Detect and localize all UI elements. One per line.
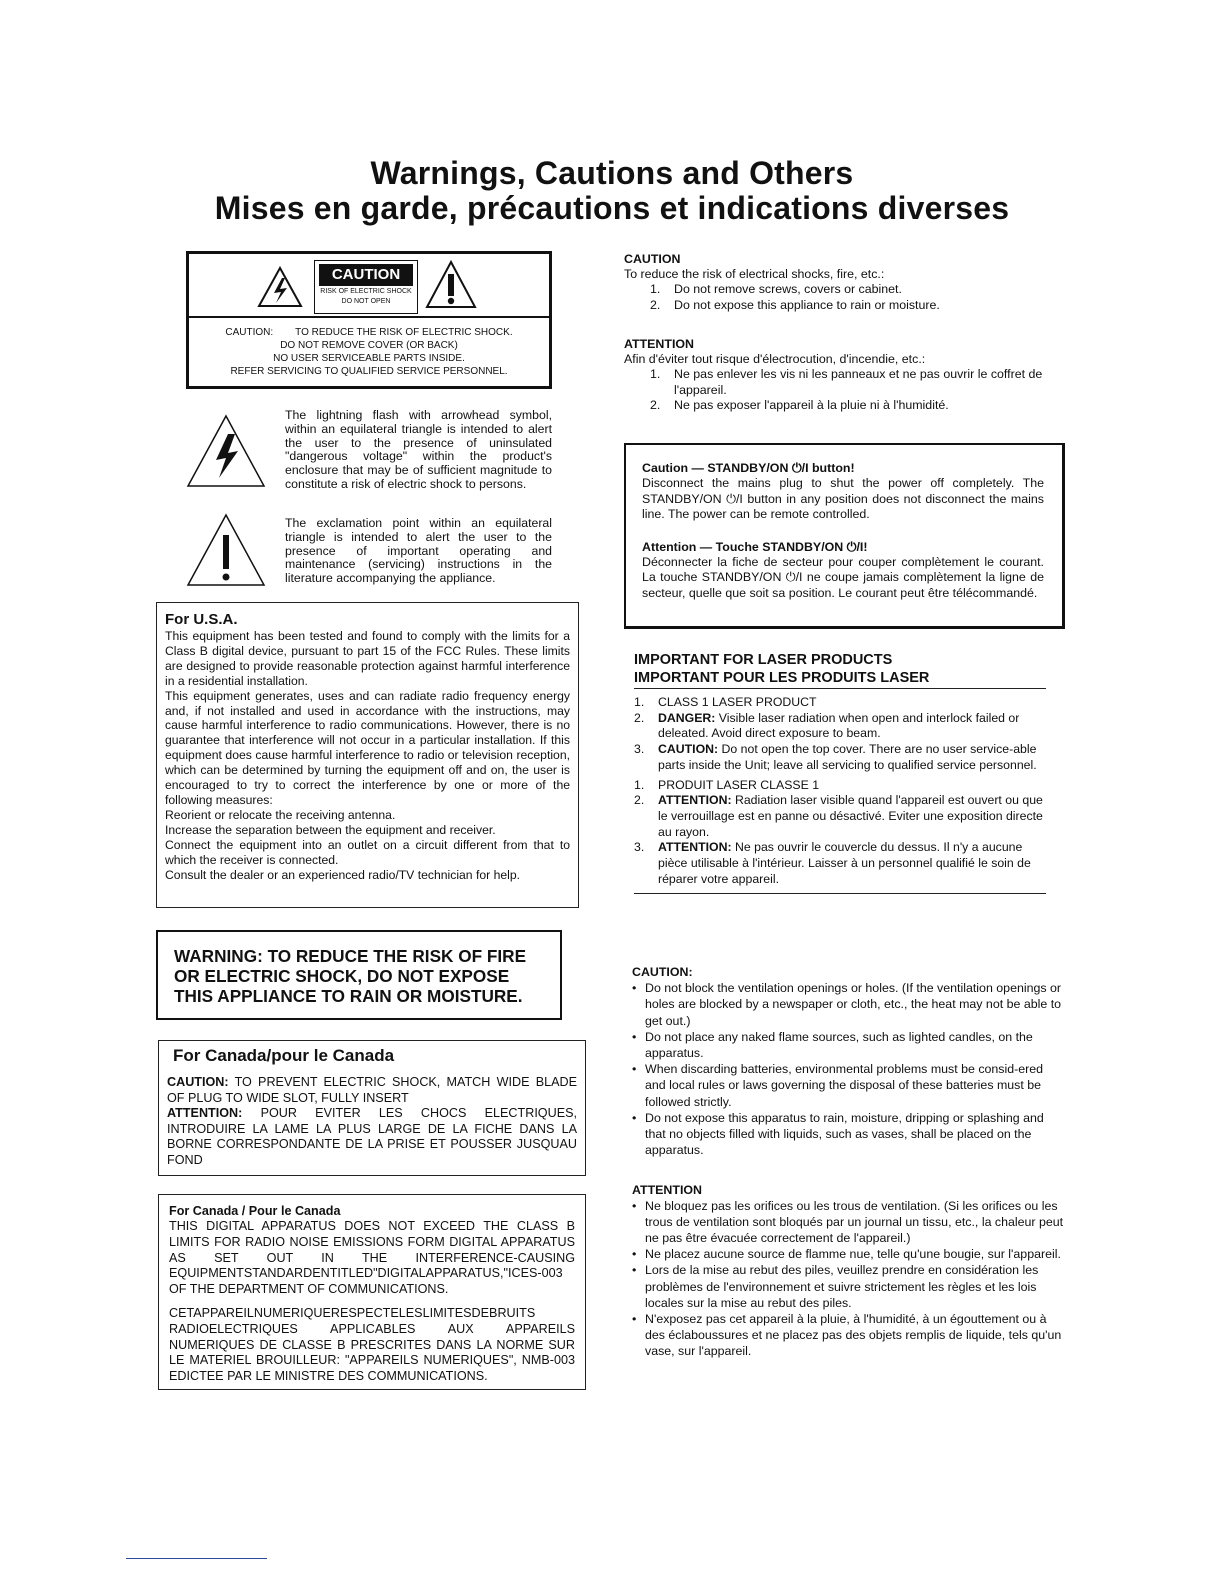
title-french: Mises en garde, précautions et indications diverses: [214, 190, 1010, 226]
warning-text: WARNING: TO REDUCE THE RISK OF FIRE OR ELECTRIC SHOCK, DO NOT EXPOSE THIS APPLIANCE TO RAIN OR MOISTURE.: [174, 946, 527, 1006]
ventilation-attention-section: [632, 1182, 1064, 1359]
ventilation-attention-heading: ATTENTION: [632, 1183, 702, 1197]
usa-measure-1: Reorient or relocate the receiving antenna.: [165, 807, 396, 822]
laser-en-item: 2. DANGER: Visible laser radiation when open and interlock failed or deleated. Avoid direct exposure to beam.: [634, 710, 1020, 741]
ventilation-caution-section: [632, 964, 1062, 1158]
usa-section: [156, 602, 579, 908]
canada-emissions-heading: For Canada / Pour le Canada: [169, 1204, 341, 1218]
attention-fr-item: 1. Ne pas enlever les vis ni les panneaux et ne pas ouvrir le coffret de l'appareil.: [650, 367, 1043, 397]
lightning-symbol-icon: [186, 414, 266, 488]
canada-caution-lead: CAUTION:: [167, 1075, 229, 1089]
caution-label-line1: TO REDUCE THE RISK OF ELECTRIC SHOCK.: [295, 327, 513, 338]
warning-box: [156, 930, 562, 1020]
caution-en-intro: To reduce the risk of electrical shocks, fire, etc.:: [624, 267, 885, 282]
caution-label: [186, 251, 552, 389]
caution-en-heading: CAUTION: [624, 252, 681, 266]
exclamation-symbol-icon: [186, 513, 266, 587]
exclamation-description: The exclamation point within an equilateral triangle is intended to alert the user to the presence of important operating and maintenance (servicing) instructions in the literature accompanying the appliance.: [285, 516, 552, 586]
usa-measure-3: Connect the equipment into an outlet on a circuit different from that to which the receiver is connected.: [165, 837, 570, 867]
standby-en-heading: Caution — STANDBY/ON ⏻/I button!: [642, 461, 855, 475]
ventilation-caution-item: • Do not place any naked flame sources, such as lighted candles, on the apparatus.: [632, 1029, 1062, 1061]
ventilation-attention-item: • Ne placez aucune source de flamme nue, telle qu'une bougie, sur l'appareil.: [632, 1246, 1064, 1262]
canada-emissions-section: [158, 1194, 586, 1390]
laser-en-item: 1. CLASS 1 LASER PRODUCT: [634, 695, 817, 709]
caution-en-section: [624, 252, 1064, 313]
caution-badge-sub1: RISK OF ELECTRIC SHOCK: [320, 288, 412, 295]
canada-attention-text: POUR EVITER LES CHOCS ELECTRIQUES, INTRODUIRE LA LAME LA PLUS LARGE DE LA FICHE DANS LA BORNE CORRESPONDANTE DE LA PRISE ET POUSSER JUSQUAU FOND: [167, 1106, 578, 1167]
usa-paragraph-2: This equipment generates, uses and can radiate radio frequency energy and, if not installed and used in accordance with the instructions, may cause harmful interference to radio communications. However, there is no guarantee that interference will not occur in a particular installation. If this equipment does cause harmful interference to radio or television reception, which can be determined by turning the equipment off and on, the user is encouraged to try to correct the interference by one or more of the following measures:: [165, 688, 570, 807]
canada-plug-section: [158, 1040, 586, 1176]
laser-en-item: 3. CAUTION: Do not open the top cover. There are no user service-able parts inside the Unit; leave all servicing to qualified service personnel.: [634, 742, 1037, 772]
standby-fr-heading: Attention — Touche STANDBY/ON ⏻/I!: [642, 539, 868, 554]
standby-en-text: Disconnect the mains plug to shut the power off completely. The STANDBY/ON ⏻/I button in any position does not disconnect the mains line. The power can be remote controlled.: [642, 476, 1044, 522]
canada-emissions-fr: CETAPPAREILNUMERIQUERESPECTELESLIMITESDEBRUITS RADIOELECTRIQUES APPLICABLES AUX APPAREILS NUMERIQUES DE CLASSE B PRESCRITES DANS LA NORME SUR LE MATERIEL BROUILLEUR: "APPAREILS NUMERIQUES", NMB-003 EDICTEE PAR LE MINISTRE DES COMMUNICATIONS.: [169, 1305, 575, 1384]
caution-en-item: 2. Do not expose this appliance to rain or moisture.: [650, 297, 940, 312]
attention-fr-item: 2. Ne pas exposer l'appareil à la pluie ni à l'humidité.: [650, 397, 949, 412]
caution-badge-sub2: DO NOT OPEN: [341, 298, 391, 305]
laser-heading-fr: IMPORTANT POUR LES PRODUITS LASER: [634, 670, 930, 686]
canada-emissions-en: THIS DIGITAL APPARATUS DOES NOT EXCEED THE CLASS B LIMITS FOR RADIO NOISE EMISSIONS FORM DIGITAL APPARATUS AS SET OUT IN THE INTERFERENCE-CAUSING EQUIPMENTSTANDARDENTITLED"DIGITALAPPARATUS,"ICES-003 OF THE DEPARTMENT OF COMMUNICATIONS.: [169, 1219, 575, 1297]
standby-fr-text: Déconnecter la fiche de secteur pour couper complètement le courant. La touche STANDBY/ON ⏻/I ne coupe jamais complètement la ligne de secteur, quelle que soit sa position. Le courant peut être télécommandé.: [642, 555, 1044, 600]
canada-attention-lead: ATTENTION:: [167, 1106, 243, 1120]
attention-fr-section: [624, 337, 1068, 413]
caution-label-line4: REFER SERVICING TO QUALIFIED SERVICE PERSONNEL.: [230, 366, 508, 377]
caution-label-line2: DO NOT REMOVE COVER (OR BACK): [280, 340, 458, 351]
caution-badge: CAUTION: [319, 264, 413, 286]
laser-section: [634, 651, 1046, 894]
laser-heading-en: IMPORTANT FOR LASER PRODUCTS: [634, 652, 893, 668]
exclamation-triangle-icon: [425, 260, 477, 310]
title-english: Warnings, Cautions and Others: [370, 155, 854, 191]
ventilation-attention-item: • Ne bloquez pas les orifices ou les trous de ventilation. (Si les orifices ou les trous de ventilation sont bloqués par un journal un tissu, etc., la chaleur peut ne pas être évacuée correctement de l'appareil.): [632, 1198, 1064, 1246]
canada-plug-heading: For Canada/pour le Canada: [173, 1046, 395, 1065]
attention-fr-heading: ATTENTION: [624, 337, 694, 351]
usa-heading: For U.S.A.: [165, 611, 238, 628]
caution-label-line3: NO USER SERVICEABLE PARTS INSIDE.: [273, 353, 465, 364]
laser-fr-item: 1. PRODUIT LASER CLASSE 1: [634, 777, 820, 792]
laser-fr-item: 2. ATTENTION: Radiation laser visible quand l'appareil est ouvert ou que le verrouillage est en panne ou désactivé. Eviter une exposition directe au rayon.: [634, 793, 1043, 839]
lightning-description: The lightning flash with arrowhead symbol, within an equilateral triangle is intended to alert the user to the presence of uninsulated "dangerous voltage" within the product's enclosure that may be of sufficient magnitude to constitute a risk of electric shock to persons.: [285, 408, 552, 491]
caution-en-item: 1. Do not remove screws, covers or cabinet.: [650, 282, 902, 297]
footer-rule: [126, 1558, 267, 1559]
ventilation-attention-item: • N'exposez pas cet appareil à la pluie, à l'humidité, à un égouttement ou à des éclaboussures et ne placez pas des objets remplis de liquide, tels qu'un vase, sur l'appareil.: [632, 1311, 1064, 1359]
usa-measure-4: Consult the dealer or an experienced radio/TV technician for help.: [165, 867, 521, 882]
page-title: [0, 156, 1224, 226]
ventilation-caution-item: • When discarding batteries, environmental problems must be consid-ered and local rules or laws governing the disposal of these batteries must be followed strictly.: [632, 1061, 1062, 1110]
laser-fr-item: 3. ATTENTION: Ne pas ouvrir le couvercle du dessus. Il n'y a aucune pièce utilisable à l'intérieur. Laisser à un personnel qualifié le soin de réparer votre appareil.: [634, 840, 1031, 886]
ventilation-attention-item: • Lors de la mise au rebut des piles, veuillez prendre en considération les problèmes de l'environnement et suivre strictement les règles et les lois locales sur la mise au rebut des piles.: [632, 1262, 1064, 1310]
attention-fr-intro: Afin d'éviter tout risque d'électrocution, d'incendie, etc.:: [624, 352, 926, 367]
ventilation-caution-item: • Do not block the ventilation openings or holes. (If the ventilation openings or holes are blocked by a newspaper or cloth, etc., the heat may not be able to get out.): [632, 980, 1062, 1029]
ventilation-caution-heading: CAUTION:: [632, 965, 693, 979]
usa-measure-2: Increase the separation between the equipment and receiver.: [165, 822, 496, 837]
canada-caution-text: TO PREVENT ELECTRIC SHOCK, MATCH WIDE BLADE OF PLUG TO WIDE SLOT, FULLY INSERT: [167, 1075, 577, 1105]
standby-box: [624, 443, 1065, 629]
lightning-triangle-icon: [257, 266, 303, 308]
usa-paragraph-1: This equipment has been tested and found to comply with the limits for a Class B digital device, pursuant to part 15 of the FCC Rules. These limits are designed to provide reasonable protection against harmful interference in a residential installation.: [165, 629, 570, 688]
ventilation-caution-item: • Do not expose this apparatus to rain, moisture, dripping or splashing and that no objects filled with liquids, such as vases, shall be placed on the apparatus.: [632, 1110, 1062, 1159]
caution-label-lead: CAUTION:: [225, 327, 274, 338]
